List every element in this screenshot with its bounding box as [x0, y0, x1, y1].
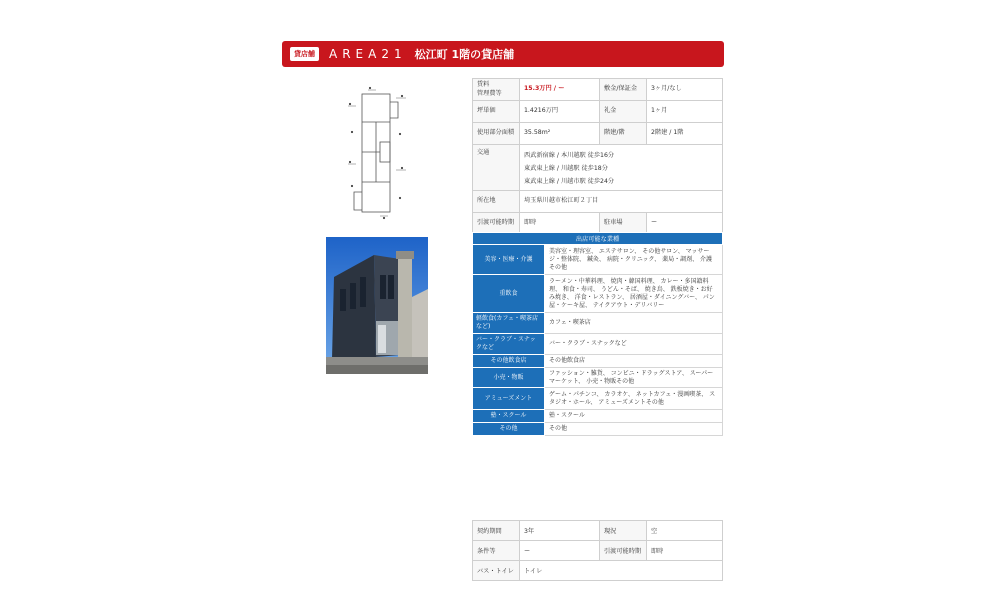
property-info-table: [472, 78, 723, 235]
bath-value: トイレ: [520, 561, 723, 581]
table-row: [473, 313, 723, 334]
table-row: [473, 245, 723, 275]
table-row: [473, 521, 723, 541]
transport-line: 東武東上線 / 川越市駅 徒歩24分: [524, 177, 615, 185]
table-row: [473, 561, 723, 581]
business-detail: ファッション・雑貨、 コンビニ・ドラッグストア、 スーパーマーケット、 小売・物販その他: [545, 368, 723, 388]
conditions-label: 条件等: [473, 541, 520, 561]
business-category: 小売・物販: [473, 368, 545, 388]
business-category: その他飲食店: [473, 355, 545, 368]
table-row: [473, 101, 723, 123]
area-label: 使用部分面積: [473, 123, 520, 145]
key-money-value: 1ヶ月: [647, 101, 723, 123]
building-photo: [326, 237, 428, 374]
handover-label: 引渡可能時期: [473, 213, 520, 235]
business-category: 美容・医療・介護: [473, 245, 545, 275]
business-types-header: 出店可能な業種: [473, 233, 723, 245]
business-detail: 塾・スクール: [545, 410, 723, 423]
table-row: [473, 541, 723, 561]
transport-value: [520, 145, 723, 191]
status-value: 空: [647, 521, 723, 541]
transport-label: 交通: [473, 145, 520, 191]
table-row: [473, 355, 723, 368]
business-detail: その他飲食店: [545, 355, 723, 368]
business-category: アミューズメント: [473, 388, 545, 410]
business-category: その他: [473, 423, 545, 436]
tsubo-label: 坪単価: [473, 101, 520, 123]
address-value: 埼玉県川越市松江町２丁目: [520, 191, 723, 213]
transport-line: 西武新宿線 / 本川越駅 徒歩16分: [524, 151, 615, 159]
address-label: 所在地: [473, 191, 520, 213]
business-category: 軽飲食(カフェ・喫茶店など): [473, 313, 545, 334]
contract-table: [472, 520, 723, 581]
table-row: [473, 334, 723, 355]
business-category: 塾・スクール: [473, 410, 545, 423]
floors-value: 2階建 / 1階: [647, 123, 723, 145]
area-value: 35.58m²: [520, 123, 600, 145]
business-types-table: [472, 232, 723, 436]
listing-title: 松江町 1階の貸店舗: [414, 48, 515, 61]
deposit-label: 敷金/保証金: [600, 79, 647, 101]
floor-plan-image: [340, 82, 412, 222]
handover-value: 即時: [520, 213, 600, 235]
period-value: 3年: [520, 521, 600, 541]
business-detail: バー・クラブ・スナックなど: [545, 334, 723, 355]
table-row: [473, 191, 723, 213]
period-label: 契約期間: [473, 521, 520, 541]
table-row: [473, 410, 723, 423]
business-category: バー・クラブ・スナックなど: [473, 334, 545, 355]
business-detail: その他: [545, 423, 723, 436]
table-row: [473, 233, 723, 245]
table-row: [473, 123, 723, 145]
header-bar: [282, 41, 724, 67]
business-detail: ゲーム・パチンコ、 カラオケ、 ネットカフェ・漫画喫茶、 スタジオ・ホール、 アミューズメントその他: [545, 388, 723, 410]
conditions-value: ー: [520, 541, 600, 561]
handover2-value: 即時: [647, 541, 723, 561]
tsubo-value: 1.4216万円: [520, 101, 600, 123]
parking-value: ー: [647, 213, 723, 235]
business-detail: カフェ・喫茶店: [545, 313, 723, 334]
table-row: [473, 423, 723, 436]
rent-value: 15.3万円 / ー: [520, 79, 600, 101]
bath-label: バス・トイレ: [473, 561, 520, 581]
table-row: [473, 368, 723, 388]
transport-line: 東武東上線 / 川越駅 徒歩18分: [524, 164, 608, 172]
business-category: 重飲食: [473, 275, 545, 313]
table-row: [473, 79, 723, 101]
deposit-value: 3ヶ月/なし: [647, 79, 723, 101]
table-row: [473, 388, 723, 410]
brand-name: AREA21: [329, 47, 407, 61]
business-detail: ラーメン・中華料理、 焼肉・韓国料理、 カレー・多国籍料理、 和食・寿司、 うどん・そば、 焼き鳥、 鉄板焼き・お好み焼き、 洋食・レストラン、 居酒屋・ダイニングバー、 パン屋・ケーキ屋、 テイクアウト・デリバリー: [545, 275, 723, 313]
listing-type-badge: 貸店舗: [290, 47, 319, 61]
status-label: 現況: [600, 521, 647, 541]
rent-label: 賃料 管理費等: [473, 79, 520, 101]
business-detail: 美容室・理容室、 エステサロン、 その他サロン、 マッサージ・整体院、 鍼灸、 病院・クリニック、 薬局・調剤、 介護その他: [545, 245, 723, 275]
key-money-label: 礼金: [600, 101, 647, 123]
table-row: [473, 145, 723, 191]
floors-label: 階建/階: [600, 123, 647, 145]
handover2-label: 引渡可能時期: [600, 541, 647, 561]
table-row: [473, 275, 723, 313]
parking-label: 駐車場: [600, 213, 647, 235]
